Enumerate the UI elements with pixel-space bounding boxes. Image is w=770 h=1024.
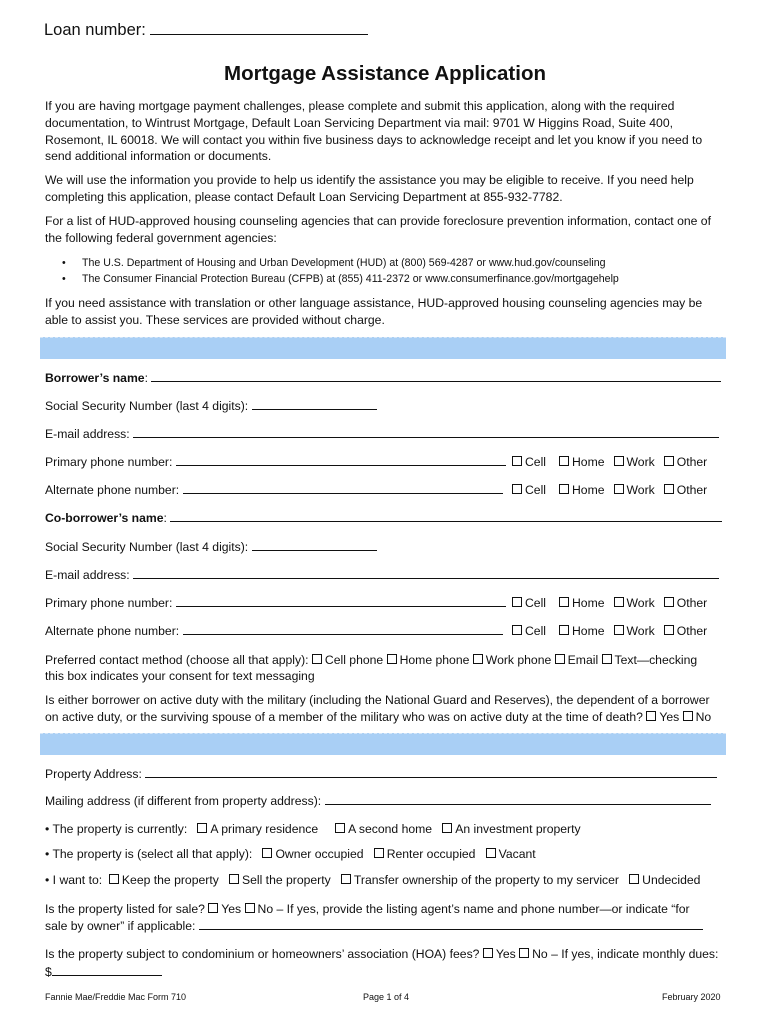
- bullet-hud: • The U.S. Department of Housing and Urban Development (HUD) at (800) 569-4287 or www.hud.gov/counseling: [62, 257, 606, 269]
- vacant-checkbox[interactable]: [486, 848, 496, 858]
- checkbox[interactable]: [512, 625, 522, 635]
- borrower-name-row: Borrower’s name:: [45, 370, 721, 387]
- bullet-dot-icon: •: [45, 822, 50, 836]
- footer-page-number: Page 1 of 4: [363, 992, 410, 1002]
- hoa-no-checkbox[interactable]: [519, 948, 529, 958]
- coborrower-ssn-field[interactable]: [252, 539, 377, 551]
- listed-no-checkbox[interactable]: [245, 903, 255, 913]
- bullet-cfpb: • The Consumer Financial Protection Bureau (CFPB) at (855) 411-2372 or www.consumerfinance.gov/mortgagehelp: [62, 273, 619, 285]
- listing-agent-row: sale by owner” if applicable:: [45, 918, 703, 935]
- checkbox[interactable]: [614, 597, 624, 607]
- coborrower-primary-phone-field[interactable]: [176, 595, 506, 607]
- loan-number-field[interactable]: [150, 20, 368, 35]
- borrower-email-field[interactable]: [133, 426, 719, 438]
- checkbox[interactable]: [614, 456, 624, 466]
- contact-home-checkbox[interactable]: [387, 654, 397, 664]
- bullet-dot-icon: •: [62, 257, 66, 269]
- military-yes-checkbox[interactable]: [646, 711, 656, 721]
- checkbox[interactable]: [559, 597, 569, 607]
- borrower-ssn-row: Social Security Number (last 4 digits):: [45, 398, 377, 415]
- coborrower-email-field[interactable]: [133, 567, 719, 579]
- intro-paragraph-4: If you need assistance with translation or other language assistance, HUD-approved housing counseling agencies may be able to assist you. These services are provided without charge.: [45, 296, 703, 327]
- borrower-email-row: E-mail address:: [45, 426, 719, 443]
- hoa-yes-checkbox[interactable]: [483, 948, 493, 958]
- coborrower-primary-phone-row: Primary phone number:: [45, 595, 506, 612]
- bullet-dot-icon: •: [45, 873, 50, 887]
- checkbox[interactable]: [559, 456, 569, 466]
- borrower-name-field[interactable]: [151, 370, 721, 382]
- hoa-question-row: Is the property subject to condominium or homeowners’ association (HOA) fees? Yes No – If yes, indicate monthly dues:: [45, 947, 719, 961]
- sell-property-checkbox[interactable]: [229, 874, 239, 884]
- property-address-row: Property Address:: [45, 766, 717, 783]
- borrower-alt-phone-type: Cell Home Work Other: [512, 482, 707, 499]
- mailing-address-row: Mailing address (if different from property address):: [45, 793, 711, 810]
- coborrower-alt-phone-type: Cell Home Work Other: [512, 623, 707, 640]
- page-title: Mortgage Assistance Application: [224, 62, 546, 85]
- contact-method-row: Preferred contact method (choose all that apply): Cell phone Home phone Work phone Email Text—checking: [45, 653, 698, 667]
- undecided-checkbox[interactable]: [629, 874, 639, 884]
- checkbox[interactable]: [559, 484, 569, 494]
- checkbox[interactable]: [512, 456, 522, 466]
- contact-email-checkbox[interactable]: [555, 654, 565, 664]
- military-no-checkbox[interactable]: [683, 711, 693, 721]
- military-question-line2: on active duty, or the surviving spouse of a member of the military who was on active duty at the time of death? Yes No: [45, 710, 712, 724]
- section-divider-borrower: [40, 337, 726, 359]
- listed-for-sale-row: Is the property listed for sale? Yes No – If yes, provide the listing agent’s name and phone number—or indicate “for: [45, 902, 690, 916]
- contact-text-checkbox[interactable]: [602, 654, 612, 664]
- second-home-checkbox[interactable]: [335, 823, 345, 833]
- hoa-dues-row: $: [45, 964, 162, 981]
- bullet-dot-icon: •: [45, 847, 50, 861]
- transfer-ownership-checkbox[interactable]: [341, 874, 351, 884]
- checkbox[interactable]: [664, 456, 674, 466]
- checkbox[interactable]: [664, 625, 674, 635]
- coborrower-name-row: Co-borrower’s name:: [45, 510, 722, 527]
- section-divider-property: [40, 733, 726, 755]
- property-is-row: • The property is (select all that apply): Owner occupied Renter occupied Vacant: [45, 847, 536, 861]
- coborrower-email-row: E-mail address:: [45, 567, 719, 584]
- military-question-line1: Is either borrower on active duty with the military (including the National Guard and Reserves), the dependent of a borrower: [45, 693, 710, 707]
- renter-occupied-checkbox[interactable]: [374, 848, 384, 858]
- borrower-primary-phone-type: Cell Home Work Other: [512, 454, 707, 471]
- intro-paragraph-1: If you are having mortgage payment challenges, please complete and submit this application, along with the required documentation, to Wintrust Mortgage, Default Loan Servicing Department via mail: 9701 W Higgins Road, Suite 400, Rosemont, IL 60018. We will contact you within five business days to acknowledge receipt and let you know if you need to send additional information or documents.: [45, 99, 703, 164]
- loan-number-label: Loan number:: [44, 21, 146, 39]
- borrower-primary-phone-row: Primary phone number:: [45, 454, 506, 471]
- checkbox[interactable]: [664, 597, 674, 607]
- borrower-alt-phone-field[interactable]: [183, 482, 503, 494]
- hoa-dues-field[interactable]: [52, 964, 162, 976]
- borrower-alt-phone-row: Alternate phone number:: [45, 482, 503, 499]
- contact-cell-checkbox[interactable]: [312, 654, 322, 664]
- intro-paragraph-2: We will use the information you provide to help us identify the assistance you may be eligible to receive. If you need help completing this application, please contact Default Loan Servicing Department at 855-932-7782.: [45, 173, 694, 204]
- owner-occupied-checkbox[interactable]: [262, 848, 272, 858]
- borrower-primary-phone-field[interactable]: [176, 454, 506, 466]
- property-currently-row: • The property is currently: A primary residence A second home An investment property: [45, 822, 581, 836]
- bullet-dot-icon: •: [62, 273, 66, 285]
- keep-property-checkbox[interactable]: [109, 874, 119, 884]
- contact-text-consent: this box indicates your consent for text messaging: [45, 669, 315, 683]
- investment-property-checkbox[interactable]: [442, 823, 452, 833]
- want-to-row: • I want to: Keep the property Sell the property Transfer ownership of the property to my servicer Undecided: [45, 873, 701, 887]
- intro-paragraph-3: For a list of HUD-approved housing counseling agencies that can provide foreclosure prevention information, contact one of the following federal government agencies:: [45, 214, 711, 245]
- checkbox[interactable]: [512, 484, 522, 494]
- footer-date: February 2020: [662, 992, 721, 1002]
- checkbox[interactable]: [559, 625, 569, 635]
- coborrower-alt-phone-field[interactable]: [183, 623, 503, 635]
- borrower-ssn-field[interactable]: [252, 398, 377, 410]
- checkbox[interactable]: [512, 597, 522, 607]
- mailing-address-field[interactable]: [325, 793, 711, 805]
- loan-number-row: [44, 20, 368, 40]
- primary-residence-checkbox[interactable]: [197, 823, 207, 833]
- coborrower-name-field[interactable]: [170, 510, 722, 522]
- coborrower-ssn-row: Social Security Number (last 4 digits):: [45, 539, 377, 556]
- listed-yes-checkbox[interactable]: [208, 903, 218, 913]
- coborrower-primary-phone-type: Cell Home Work Other: [512, 595, 707, 612]
- checkbox[interactable]: [614, 625, 624, 635]
- listing-agent-field[interactable]: [199, 918, 703, 930]
- property-address-field[interactable]: [145, 766, 717, 778]
- checkbox[interactable]: [664, 484, 674, 494]
- coborrower-alt-phone-row: Alternate phone number:: [45, 623, 503, 640]
- footer-form-number: Fannie Mae/Freddie Mac Form 710: [45, 992, 187, 1002]
- contact-work-checkbox[interactable]: [473, 654, 483, 664]
- checkbox[interactable]: [614, 484, 624, 494]
